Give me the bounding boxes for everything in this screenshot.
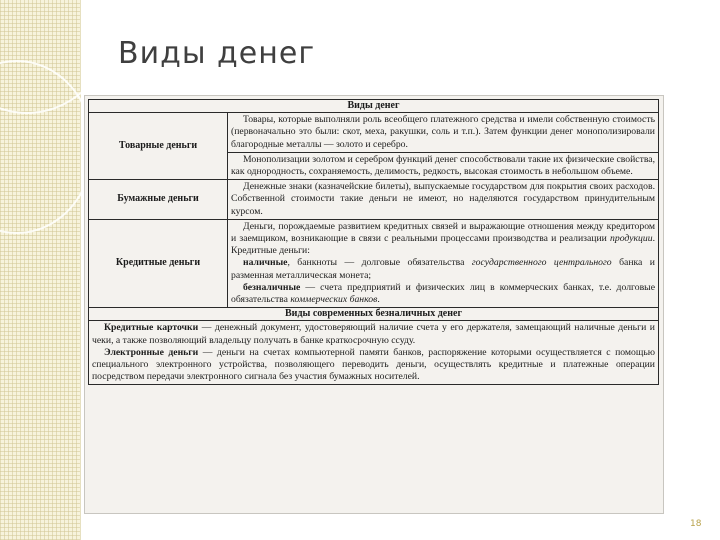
table-header: Виды денег xyxy=(89,100,659,113)
table-row xyxy=(89,219,659,307)
term-cashless: безналичные xyxy=(243,281,301,293)
term-electronic-money: Электронные деньги xyxy=(104,346,199,358)
term-cash: наличные xyxy=(243,257,288,269)
paragraph: Монополизации золотом и серебром функций денег способствовали такие их физические свойства, как однородность, сохраняемость, делимость, редкость, высокая стоимость в небольшом объеме. xyxy=(231,153,655,178)
section-header: Виды современных безналичных денег xyxy=(89,308,659,321)
commodity-money-desc-2 xyxy=(228,152,659,179)
slide-title: Виды денег xyxy=(118,36,316,71)
paragraph: Товары, которые выполняли роль всеобщего платежного средства и имели собственную стоимость (первоначально это были: скот, меха, ракушки, соль и т.п.). Затем функции денег монополизировали благородные металлы — золото и серебро. xyxy=(231,114,655,150)
term-credit-cards: Кредитные карточки xyxy=(104,322,199,334)
emphasis: продукции xyxy=(610,233,653,245)
category-commodity-money: Товарные деньги xyxy=(89,113,228,180)
text: — денежный документ, удостоверяющий наличие счета у его держателя, замещающий наличные деньги и чеки, а также позволяющий владельцу получать в банке краткосрочную ссуду. xyxy=(92,322,655,346)
table-row xyxy=(89,113,659,153)
paper-money-desc xyxy=(228,180,659,220)
money-types-table xyxy=(88,99,659,385)
paragraph: Денежные знаки (казначейские билеты), выпускаемые государством для покрытия своих расходов. Собственной стоимости такие деньги не имеют, но наделяются государством принудительным курсом. xyxy=(231,181,655,217)
scanned-table-image xyxy=(84,95,664,514)
category-credit-money: Кредитные деньги xyxy=(89,219,228,307)
text: . xyxy=(377,294,380,306)
emphasis: государственного центрального xyxy=(471,257,612,269)
table-row xyxy=(89,180,659,220)
text: банка и разменная металлическая монета; xyxy=(231,257,655,281)
category-paper-money: Бумажные деньги xyxy=(89,180,228,220)
text: — деньги на счетах компьютерной памяти банков, распоряжение которыми осуществляется с помощью специального электронного устройства, позволяющего переводить деньги, осуществлять кредитные и платежные операции посредством передачи электронного сигнала без участия бумажных носителей. xyxy=(92,346,656,383)
text: — счета предприятий и физических лиц в коммерческих банках, т.е. долговые обязательства xyxy=(231,281,655,306)
cashless-types-cell xyxy=(89,321,659,385)
credit-money-desc xyxy=(228,219,659,307)
page-number: 18 xyxy=(690,519,702,529)
text: , банкноты — долговые обязательства xyxy=(287,257,472,269)
paragraph xyxy=(92,347,655,384)
text: . Кредитные деньги: xyxy=(231,233,655,257)
paragraph xyxy=(231,282,655,306)
table-row xyxy=(89,321,659,385)
emphasis: коммерческих банков xyxy=(290,294,378,306)
paragraph xyxy=(231,221,655,258)
paragraph xyxy=(92,322,655,346)
paragraph xyxy=(231,257,655,281)
commodity-money-desc-1 xyxy=(228,113,659,153)
text: Деньги, порождаемые развитием кредитных связей и выражающие отношения между кредитором и заемщиком, возникающие в связи с реальными процессами производства и реализации xyxy=(231,220,655,245)
